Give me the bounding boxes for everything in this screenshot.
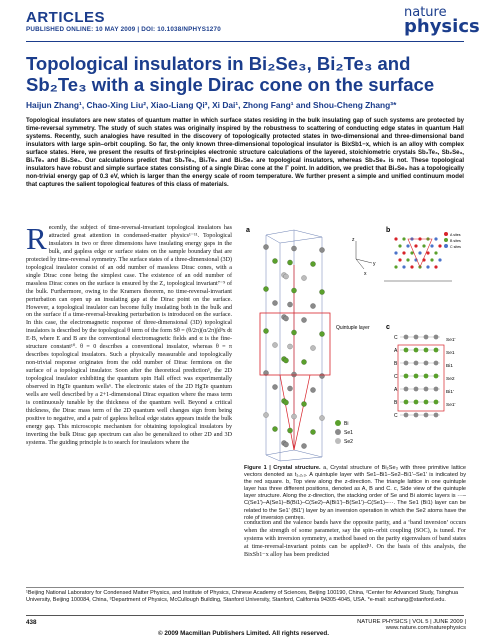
layer-atom <box>414 413 419 418</box>
crystal-structure-figure <box>244 225 466 465</box>
layer-atom <box>434 348 439 353</box>
lattice-site <box>438 244 441 247</box>
stack-letter: C <box>394 413 398 419</box>
atom <box>287 344 292 349</box>
axis-z: z <box>352 237 355 243</box>
lattice-site <box>434 251 437 254</box>
quintuple-layer-box <box>260 313 330 375</box>
caption-title: Figure 1 | Crystal structure. <box>244 465 321 471</box>
axis-triad <box>356 241 372 269</box>
logo-top: nature <box>404 5 447 20</box>
axis-y: y <box>373 261 376 267</box>
top-view-lattice <box>384 237 452 281</box>
layer-label: Se2 <box>446 377 455 382</box>
atom <box>301 401 306 406</box>
abstract: Topological insulators are new states of quantum matter in which surface states residing in the bulk insulating gap of such systems are protected by time-reversal symmetry. The study of such states was originally inspired by the robustness to scattering of conducting edge states in quantum Hall systems. Recently, such analogies have resulted in the discovery of topologically protected states in two-dimensional and three-dimensional band insulators with large spin–orbit coupling. So far, the only known three-dimensional topological insulator is BixSb1−x, which is an alloy with complex surface states. Here, we present the results of first-principles electronic structure calculations of the layered, stoichiometric crystals Sb₂Te₃, Sb₂Se₃, Bi₂Te₃ and Bi₂Se₃. Our calculations predict that Sb₂Te₃, Bi₂Te₃ and Bi₂Se₃ are topological insulators, whereas Sb₂Se₃ is not. These topological insulators have robust and simple surface states consisting of a single Dirac cone at the Γ point. In addition, we predict that Bi₂Se₃ has a topologically non-trivial energy gap of 0.3 eV, which is larger than the energy scale of room temperature. We further present a simple and unified continuum model that captures the salient topological features of this class of materials. <box>26 118 464 188</box>
page-header <box>0 0 487 38</box>
layer-atom <box>434 413 439 418</box>
atom <box>301 443 306 448</box>
atom <box>283 442 288 447</box>
panel-b-label: b <box>386 227 391 234</box>
atom <box>287 386 292 391</box>
atom <box>283 358 288 363</box>
layer-atom <box>424 387 429 392</box>
lattice-site <box>434 237 437 240</box>
legend-b-sites: B sites <box>450 239 461 243</box>
atom <box>272 426 277 431</box>
atom <box>291 414 296 419</box>
layer-atom <box>414 335 419 340</box>
layer-label: Se1' <box>446 338 456 343</box>
layer-label: Se1 <box>446 351 455 356</box>
lattice-site <box>394 237 397 240</box>
atom <box>283 316 288 321</box>
atom <box>310 387 315 392</box>
layer-atom <box>424 335 429 340</box>
panel-a-label: a <box>246 227 250 234</box>
legend-c-sites: C sites <box>450 245 461 249</box>
side-view-stack <box>394 335 456 419</box>
section-label: ARTICLES <box>26 9 105 26</box>
atom <box>310 261 315 266</box>
lattice-site <box>430 244 433 247</box>
stack-letter: C <box>394 335 398 341</box>
layer-atom <box>404 400 409 405</box>
panel-c-label: c <box>386 324 390 331</box>
legend-a-sites: A sites <box>450 233 461 237</box>
layer-atom <box>434 361 439 366</box>
lattice-site <box>402 251 405 254</box>
atom <box>319 289 324 294</box>
atom <box>319 331 324 336</box>
atom <box>283 400 288 405</box>
atom <box>301 359 306 364</box>
legend-bi: Bi <box>344 421 349 427</box>
atom <box>291 330 296 335</box>
layer-atom <box>434 374 439 379</box>
lattice-site <box>410 265 413 268</box>
layer-atom <box>414 387 419 392</box>
stack-letter: B <box>394 361 398 367</box>
atom <box>319 415 324 420</box>
layer-atom <box>404 335 409 340</box>
body-column-right: conduction and the valence bands have the opposite parity, and a ‘band inversion’ occurs when the strength of some parameter, say the spin–orbit coupling (SOC), is tuned. For systems with inversion symmetry, a method based on the parity eigenvalues of band states at time-reversal-invariant points can be applied¹¹. On the basis of this analysis, the BixSb1−x alloy has been predicted <box>244 520 466 558</box>
atom <box>263 328 268 333</box>
layer-label: Bi1' <box>446 390 454 395</box>
body-column-left <box>26 221 232 448</box>
page-number: 438 <box>26 619 37 626</box>
atom <box>301 275 306 280</box>
footnote-rule <box>26 587 464 588</box>
lattice-site <box>398 244 401 247</box>
atom <box>310 345 315 350</box>
figure-caption <box>244 465 466 522</box>
layer-atom <box>414 348 419 353</box>
caption-text: a, Crystal structure of Bi₂Se₃ with three primitive lattice vectors denoted as t₁,₂,₃. A quintuple layer with Se1–Bi1–Se2–Bi1'–Se1' is indicated by the red square. b, Top view along the z-direction. The triangle lattice in one quintuple layer has three different positions, denoted as A, B and C. c, Side view of the quintuple layer structure. Along the z-direction, the stacking order of Se and Bi atomic layers is ···–C(Se1')–A(Se1)–B(Bi1)–C(Se2)–A(Bi1')–B(Se1')–C(Se1)–···. The Se1 (Bi1) layer can be related to the Se1' (Bi1') layer by an inversion operation in which the Se2 atoms have the role of inversion centres. <box>244 465 467 521</box>
lattice-site <box>398 258 401 261</box>
top-view-legend <box>444 232 448 248</box>
atom <box>287 260 292 265</box>
atom <box>287 428 292 433</box>
atom <box>272 342 277 347</box>
atom <box>272 258 277 263</box>
stack-letter: C <box>394 374 398 380</box>
author-list: Haijun Zhang¹, Chao-Xing Liu², Xiao-Liang Qi³, Xi Dai¹, Zhong Fang¹ and Shou-Cheng Zhang³* <box>26 100 397 110</box>
lattice-site <box>430 258 433 261</box>
lattice-site <box>438 258 441 261</box>
layer-atom <box>414 374 419 379</box>
atom <box>291 288 296 293</box>
lattice-site <box>422 244 425 247</box>
lattice-site <box>402 265 405 268</box>
atom-legend <box>335 420 341 444</box>
layer-atom <box>424 413 429 418</box>
legend-se2: Se2 <box>344 439 353 445</box>
layer-atom <box>424 400 429 405</box>
affiliations-footnote: ¹Beijing National Laboratory for Condensed Matter Physics, and Institute of Physics, Chinese Academy of Sciences, Beijing 100190, China, ²Center for Advanced Study, Tsinghua University, Beijing 100084, China, ³Department of Physics, McCullough Building, Stanford University, Stanford, California 94305-4045, USA. *e-mail: sczhang@stanford.edu. <box>26 590 459 604</box>
layer-atom <box>414 361 419 366</box>
atom <box>272 300 277 305</box>
atom <box>319 247 324 252</box>
logo-bottom: physics <box>404 16 480 37</box>
layer-atom <box>404 413 409 418</box>
journal-citation: NATURE PHYSICS | VOL 5 | JUNE 2009 | www.nature.com/naturephysics <box>357 619 466 631</box>
atom <box>291 372 296 377</box>
lattice-site <box>434 265 437 268</box>
atom <box>272 384 277 389</box>
layer-atom <box>424 361 429 366</box>
header-rule <box>26 41 464 42</box>
atom <box>310 429 315 434</box>
lattice-site <box>402 237 405 240</box>
layer-atom <box>404 348 409 353</box>
atom <box>310 303 315 308</box>
copyright: © 2009 Macmillan Publishers Limited. All rights reserved. <box>158 630 329 637</box>
lattice-site <box>394 251 397 254</box>
quintuple-label: Quintuple layer <box>336 325 370 331</box>
publication-info: PUBLISHED ONLINE: 10 MAY 2009 | DOI: 10.1038/NPHYS1270 <box>26 26 221 33</box>
stack-letter: A <box>394 387 398 393</box>
body-text-left: ecently, the subject of time-reversal-invariant topological insulators has attracted great attention in condensed-matter physics¹⁻¹¹. Topological insulators in two or three dimensions have insulating energy gaps in the bulk, and gapless edge or surface states on the sample boundary that are protected by time-reversal symmetry. The surface states of a three-dimensional (3D) topological insulator consist of an odd number of massless Dirac cones, with a single Dirac cone being the simplest case. The existence of an odd number of massless Dirac cones on the surface is ensured by the Z₂ topological invariant⁷⁻⁹ of the bulk. Furthermore, owing to the Kramers theorem, no time-reversal-invariant perturbation can open up an insulating gap at the Dirac point on the surface. However, a topological insulator can become fully insulating both in the bulk and on the surface if a time-reversal-breaking perturbation is introduced on the surface. In this case, the electromagnetic response of three-dimensional (3D) topological insulators is described by the topological θ term of the form Sθ = (θ/2π)(α/2π)∫d³x dt E·B, where E and B are the conventional electromagnetic fields and α is the fine-structure constant¹⁰. θ = 0 describes a conventional insulator, whereas θ = π describes topological insulators. Such a physically measurable and topologically non-trivial response originates from the odd number of Dirac fermions on the surface of a topological insulator. Soon after the theoretical prediction⁵, the 2D topological insulator exhibiting the quantum spin Hall effect was experimentally observed in HgTe quantum wells⁶. The electronic states of the 2D HgTe quantum wells are well described by a 2+1-dimensional Dirac equation where the mass term is continuously tunable by the thickness of the quantum well. Beyond a critical thickness, the Dirac mass term of the 2D quantum well changes sign from being positive to negative, and a pair of gapless helical edge states appears inside the bulk energy gap. This microscopic mechanism for obtaining topological insulators by inverting the bulk Dirac gap spectrum can also be generalized to other 2D and 3D systems. The guiding principle is to search for insulators where the <box>26 225 232 446</box>
atom <box>319 373 324 378</box>
lattice-site <box>426 251 429 254</box>
layer-atom <box>404 361 409 366</box>
lattice-site <box>410 251 413 254</box>
atom <box>263 412 268 417</box>
layer-atom <box>434 335 439 340</box>
layer-atom <box>434 400 439 405</box>
article-title: Topological insulators in Bi₂Se₃, Bi₂Te₃ and Sb₂Te₃ with a single Dirac cone on the surface <box>26 53 435 95</box>
axis-x: x <box>364 271 367 277</box>
lattice-site <box>406 258 409 261</box>
lattice-site <box>426 265 429 268</box>
layer-atom <box>424 348 429 353</box>
atom <box>301 317 306 322</box>
stack-letter: A <box>394 348 398 354</box>
atom <box>263 244 268 249</box>
layer-atom <box>424 374 429 379</box>
lattice-site <box>394 265 397 268</box>
layer-atom <box>434 387 439 392</box>
atom <box>283 274 288 279</box>
journal-logo <box>404 5 480 37</box>
layer-label: Bi1 <box>446 364 453 369</box>
layer-atom <box>404 387 409 392</box>
atom <box>291 246 296 251</box>
lattice-site <box>406 244 409 247</box>
stack-letter: B <box>394 400 398 406</box>
atom <box>263 286 268 291</box>
lattice-site <box>418 251 421 254</box>
legend-se1: Se1 <box>344 430 353 436</box>
footer-rule <box>26 615 464 616</box>
atom <box>287 302 292 307</box>
lattice-site <box>414 244 417 247</box>
layer-atom <box>414 400 419 405</box>
figure-1 <box>244 225 466 465</box>
drop-cap: R <box>26 221 47 256</box>
layer-atom <box>404 374 409 379</box>
layer-label: Se1' <box>446 403 456 408</box>
